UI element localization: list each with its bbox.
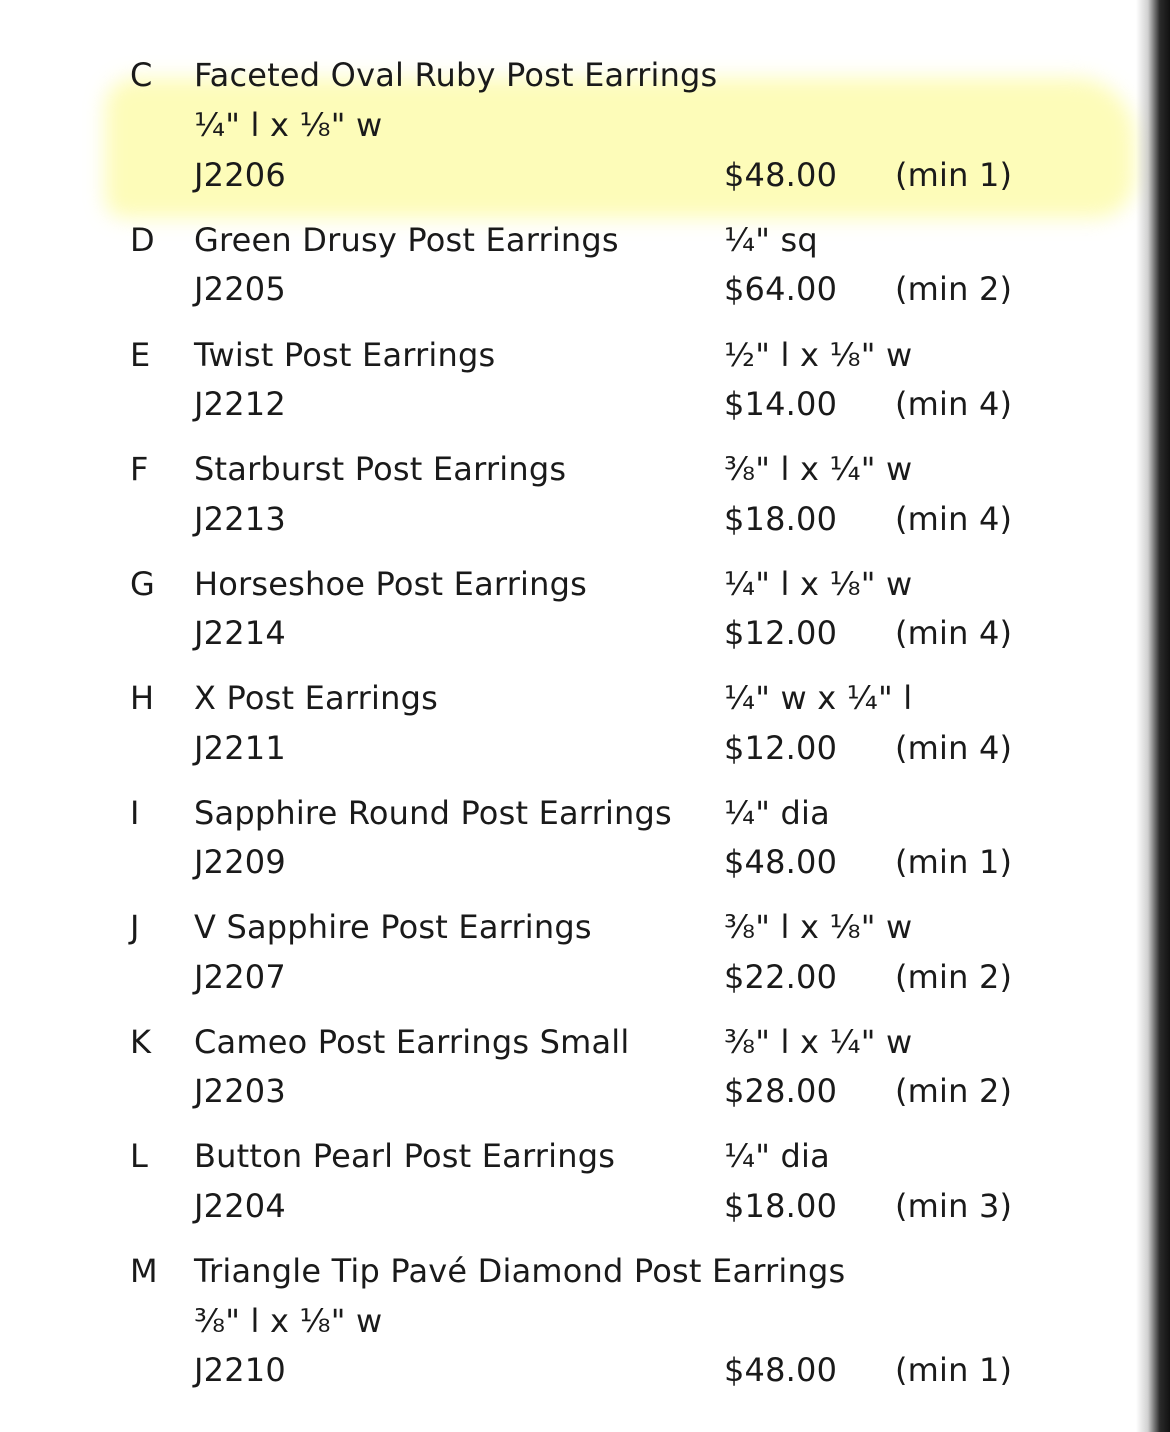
item-name: Twist Post Earrings	[194, 336, 496, 374]
item-letter: I	[130, 794, 140, 832]
item-sku: J2207	[194, 958, 286, 996]
item-letter: F	[130, 450, 149, 488]
item-price: $28.00	[724, 1072, 838, 1110]
item-letter: J	[130, 908, 140, 946]
item-min-qty: (min 4)	[895, 500, 1013, 538]
item-sku: J2204	[194, 1187, 286, 1225]
item-min-qty: (min 2)	[895, 1072, 1013, 1110]
item-sku: J2211	[194, 729, 286, 767]
item-sku: J2203	[194, 1072, 286, 1110]
item-price: $48.00	[724, 156, 838, 194]
item-min-qty: (min 1)	[895, 1351, 1013, 1389]
item-min-qty: (min 4)	[895, 729, 1013, 767]
item-letter: L	[130, 1137, 149, 1175]
item-letter: H	[130, 679, 155, 717]
item-size: ½" l x ⅛" w	[724, 336, 913, 374]
item-min-qty: (min 1)	[895, 156, 1013, 194]
item-name: Starburst Post Earrings	[194, 450, 567, 488]
item-letter: E	[130, 336, 151, 374]
item-price: $12.00	[724, 614, 838, 652]
item-letter: C	[130, 56, 153, 94]
item-sku: J2205	[194, 270, 286, 308]
item-min-qty: (min 4)	[895, 385, 1013, 423]
item-name: Sapphire Round Post Earrings	[194, 794, 672, 832]
item-name: Cameo Post Earrings Small	[194, 1023, 630, 1061]
item-letter: K	[130, 1023, 152, 1061]
item-letter: G	[130, 565, 155, 603]
item-price: $48.00	[724, 843, 838, 881]
page-edge-shadow	[1136, 0, 1170, 1432]
item-name: Horseshoe Post Earrings	[194, 565, 588, 603]
item-min-qty: (min 2)	[895, 958, 1013, 996]
item-size: ¼" l x ⅛" w	[194, 106, 383, 144]
item-size: ⅜" l x ⅛" w	[724, 908, 913, 946]
item-sku: J2214	[194, 614, 286, 652]
item-price: $12.00	[724, 729, 838, 767]
item-sku: J2212	[194, 385, 286, 423]
item-price: $18.00	[724, 500, 838, 538]
item-sku: J2206	[194, 156, 286, 194]
item-letter: M	[130, 1252, 158, 1290]
item-name: Green Drusy Post Earrings	[194, 221, 619, 259]
item-size: ⅜" l x ¼" w	[724, 450, 913, 488]
item-price: $48.00	[724, 1351, 838, 1389]
item-price: $14.00	[724, 385, 838, 423]
item-size: ⅜" l x ⅛" w	[194, 1302, 383, 1340]
item-price: $18.00	[724, 1187, 838, 1225]
item-min-qty: (min 3)	[895, 1187, 1013, 1225]
item-sku: J2213	[194, 500, 286, 538]
item-size: ⅜" l x ¼" w	[724, 1023, 913, 1061]
item-name: X Post Earrings	[194, 679, 438, 717]
item-min-qty: (min 2)	[895, 270, 1013, 308]
item-name: Triangle Tip Pavé Diamond Post Earrings	[194, 1252, 846, 1290]
item-size: ¼" sq	[724, 221, 818, 259]
item-size: ¼" dia	[724, 1137, 830, 1175]
item-min-qty: (min 4)	[895, 614, 1013, 652]
item-letter: D	[130, 221, 155, 259]
item-sku: J2210	[194, 1351, 286, 1389]
item-sku: J2209	[194, 843, 286, 881]
item-size: ¼" l x ⅛" w	[724, 565, 913, 603]
item-name: V Sapphire Post Earrings	[194, 908, 592, 946]
item-name: Button Pearl Post Earrings	[194, 1137, 616, 1175]
item-min-qty: (min 1)	[895, 843, 1013, 881]
item-price: $64.00	[724, 270, 838, 308]
item-size: ¼" dia	[724, 794, 830, 832]
item-size: ¼" w x ¼" l	[724, 679, 913, 717]
item-price: $22.00	[724, 958, 838, 996]
item-name: Faceted Oval Ruby Post Earrings	[194, 56, 718, 94]
